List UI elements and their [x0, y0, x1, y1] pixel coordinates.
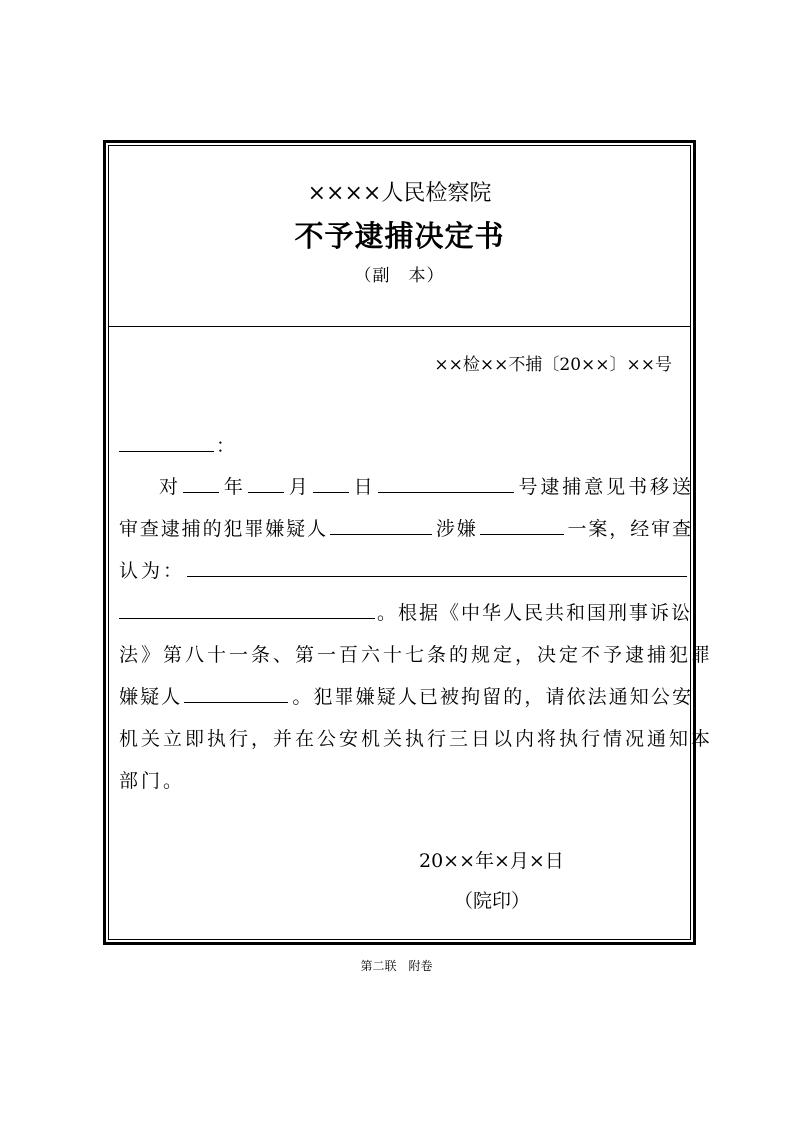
addressee-colon: ：: [216, 435, 239, 457]
opinion-number-blank[interactable]: [378, 491, 514, 493]
body-line-2: [119, 514, 691, 541]
body-line-7: 机关立即执行，并在公安机关执行三日以内将执行情况通知本: [119, 728, 714, 750]
text-month: 月: [285, 476, 311, 498]
reason-blank-1[interactable]: [187, 575, 687, 577]
suspect-name-blank[interactable]: [330, 533, 432, 535]
suspect-name-blank-2[interactable]: [184, 701, 288, 703]
body-line-6: [119, 682, 691, 709]
text-consider: 认为：: [119, 560, 186, 582]
signature-date: 20××年×月×日: [419, 850, 564, 872]
text-suspect: 嫌疑人: [119, 686, 183, 708]
text-opinion-transfer: 号逮捕意见书移送: [515, 476, 691, 498]
reason-blank-2[interactable]: [119, 617, 375, 619]
addressee-blank[interactable]: [119, 450, 214, 452]
court-seal-label: （院印）: [454, 890, 531, 912]
text-year: 年: [220, 476, 246, 498]
document-frame: [103, 140, 714, 945]
body-line-8: 部门。: [119, 770, 186, 792]
body-line-1: [119, 472, 691, 499]
day-blank[interactable]: [313, 491, 349, 493]
month-blank[interactable]: [248, 491, 284, 493]
year-blank[interactable]: [183, 491, 219, 493]
copy-label: （副 本）: [354, 266, 445, 286]
body-line-3: [119, 556, 691, 583]
text-case-review: 一案，经审查: [565, 518, 691, 540]
document-number: ××检××不捕〔20××〕××号: [434, 355, 672, 375]
body-line-5: 法》第八十一条、第一百六十七条的规定，决定不予逮捕犯罪: [119, 644, 714, 666]
copy-footer: 第二联 附卷: [360, 959, 433, 973]
text-day: 日: [350, 476, 376, 498]
addressee-line: [119, 431, 691, 458]
document-inner-frame: [108, 145, 714, 940]
document-title: 不予逮捕决定书: [294, 219, 505, 253]
court-name: ××××人民检察院: [307, 181, 492, 206]
text-notify-police: 。犯罪嫌疑人已被拘留的，请依法通知公安: [290, 686, 691, 708]
text-according-to-law: 。根据《中华人民共和国刑事诉讼: [377, 602, 693, 624]
body-line-4: [119, 598, 691, 625]
charge-blank[interactable]: [480, 533, 564, 535]
header-divider: [109, 326, 690, 327]
text-dui: 对: [159, 476, 181, 498]
text-suspected: 涉嫌: [433, 518, 478, 540]
text-suspect-review: 审查逮捕的犯罪嫌疑人: [119, 518, 328, 540]
